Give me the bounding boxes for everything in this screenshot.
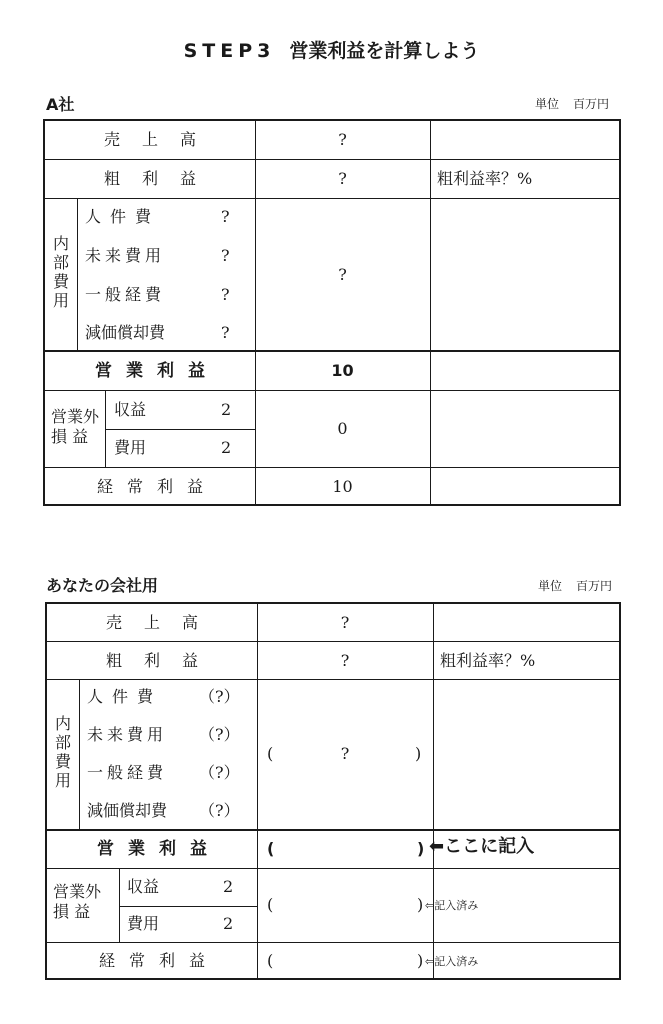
operating-profit-label: 営業利益 bbox=[97, 839, 221, 859]
gross-value: ? bbox=[338, 169, 347, 188]
internal-item-value: （?） bbox=[199, 687, 240, 706]
non-operating-item-value: 2 bbox=[221, 438, 232, 457]
internal-item-label: 一般経費 bbox=[85, 285, 166, 304]
entry-note-text: ここに記入 bbox=[444, 836, 535, 857]
non-operating-item-label: 費用 bbox=[114, 438, 147, 457]
operating-profit-value: 10 bbox=[331, 361, 354, 380]
internal-total-open: ( bbox=[267, 744, 274, 763]
internal-total: ? bbox=[338, 265, 347, 284]
sales-value: ? bbox=[338, 130, 347, 149]
internal-item-label: 減価償却費 bbox=[85, 323, 166, 342]
filled-note bbox=[425, 896, 478, 916]
gross-label: 粗利益 bbox=[103, 169, 218, 188]
arrow-left-outline-icon: ⇦ bbox=[425, 955, 435, 968]
unit-label: 単位 bbox=[538, 579, 563, 593]
unit-value: 百万円 bbox=[573, 97, 610, 111]
internal-item-label: 人件費 bbox=[85, 207, 161, 226]
internal-item-value: ? bbox=[221, 207, 230, 226]
operating-profit-close: ) bbox=[417, 839, 425, 858]
title-text: 営業利益を計算しよう bbox=[289, 40, 480, 62]
section-a-unit bbox=[535, 95, 609, 112]
internal-cost-group-label: 内部費用 bbox=[54, 714, 71, 790]
non-operating-group-label-2: 損 益 bbox=[53, 902, 91, 921]
entry-note bbox=[429, 837, 534, 857]
non-operating-group-label: 営業外 bbox=[51, 407, 100, 426]
unit-label: 単位 bbox=[535, 97, 560, 111]
internal-item-value: （?） bbox=[199, 725, 240, 744]
internal-total-close: ) bbox=[415, 744, 422, 763]
arrow-left-outline-icon: ⇦ bbox=[425, 899, 435, 912]
non-operating-item-value: 2 bbox=[223, 914, 234, 933]
gross-label: 粗利益 bbox=[105, 651, 220, 670]
ordinary-profit-value: 10 bbox=[332, 477, 353, 496]
gross-margin-note: 粗利益率？% bbox=[437, 169, 533, 188]
filled-note-text: 記入済み bbox=[434, 899, 479, 912]
operating-profit-open: ( bbox=[267, 839, 275, 858]
non-operating-item-value: 2 bbox=[221, 400, 232, 419]
non-operating-group-label-2: 損 益 bbox=[51, 427, 89, 446]
gross-value: ? bbox=[340, 651, 350, 670]
section-b-label: あなたの会社用 bbox=[46, 576, 159, 595]
ordinary-profit-label: 経常利益 bbox=[98, 951, 219, 970]
internal-item-value: ? bbox=[221, 323, 230, 342]
operating-profit-input[interactable] bbox=[287, 837, 413, 861]
non-operating-item-label: 収益 bbox=[114, 400, 147, 419]
internal-item-value: （?） bbox=[199, 801, 240, 820]
internal-cost-group-label: 内部費用 bbox=[52, 234, 69, 310]
non-operating-total: 0 bbox=[337, 419, 348, 438]
internal-item-label: 人件費 bbox=[87, 687, 163, 706]
unit-value: 百万円 bbox=[576, 579, 613, 593]
sales-label: 売上高 bbox=[105, 613, 220, 632]
ordinary-profit-close: ) bbox=[417, 951, 424, 970]
filled-note bbox=[425, 952, 478, 972]
filled-note-text: 記入済み bbox=[434, 955, 479, 968]
table-a bbox=[43, 119, 621, 506]
internal-item-label: 一般経費 bbox=[87, 763, 168, 782]
sales-label: 売上高 bbox=[103, 130, 218, 149]
internal-item-value: ? bbox=[221, 285, 230, 304]
section-a-label: A社 bbox=[46, 95, 75, 114]
internal-item-value: （?） bbox=[199, 763, 240, 782]
internal-total: ? bbox=[340, 744, 350, 763]
internal-item-value: ? bbox=[221, 246, 230, 265]
section-b-unit bbox=[538, 577, 612, 594]
gross-margin-note: 粗利益率？% bbox=[440, 651, 536, 670]
internal-item-label: 未来費用 bbox=[87, 725, 168, 744]
internal-item-label: 減価償却費 bbox=[87, 801, 168, 820]
table-b bbox=[45, 602, 621, 980]
ordinary-profit-label: 経常利益 bbox=[96, 477, 217, 496]
arrow-left-icon: ⬅ bbox=[429, 836, 445, 857]
non-operating-group-label: 営業外 bbox=[53, 882, 102, 901]
non-operating-open: ( bbox=[267, 895, 274, 914]
step-label: STEP3 bbox=[183, 40, 276, 62]
non-operating-close: ) bbox=[417, 895, 424, 914]
non-operating-item-label: 費用 bbox=[127, 914, 160, 933]
sales-value: ? bbox=[340, 613, 350, 632]
operating-profit-label: 営業利益 bbox=[95, 361, 219, 381]
non-operating-item-value: 2 bbox=[223, 877, 234, 896]
internal-item-label: 未来費用 bbox=[85, 246, 166, 265]
page-title bbox=[0, 36, 663, 63]
non-operating-item-label: 収益 bbox=[127, 877, 160, 896]
ordinary-profit-open: ( bbox=[267, 951, 274, 970]
